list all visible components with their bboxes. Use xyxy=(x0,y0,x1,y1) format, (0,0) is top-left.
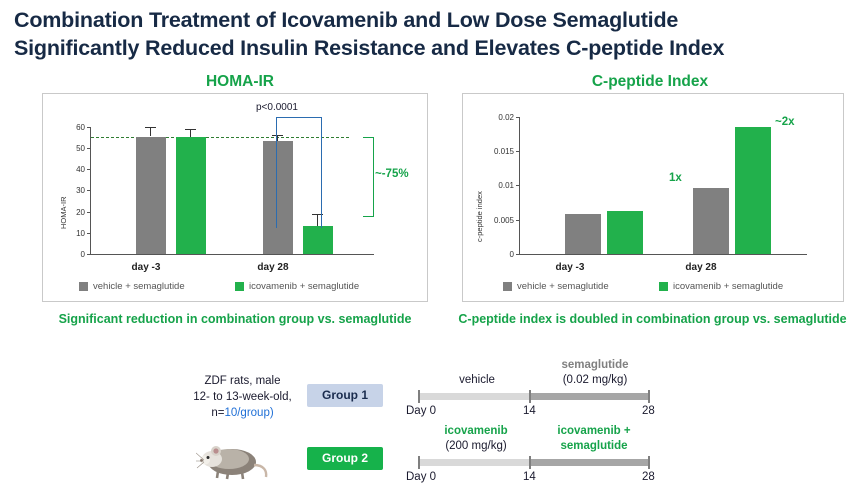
cpep-ytick-0-015: 0.015 xyxy=(493,147,514,156)
title-line-1: Combination Treatment of Icovamenib and Low Dose Semaglutide xyxy=(14,8,679,32)
legend-swatch-grey-icon xyxy=(79,282,88,291)
homa-ir-chart xyxy=(42,93,428,302)
group-1-chip: Group 1 xyxy=(307,384,383,407)
group2-phase2-line1: icovamenib + xyxy=(557,425,631,437)
rat-illustration-icon xyxy=(196,435,270,481)
group1-day-start: Day 0 xyxy=(406,405,437,417)
homa-ytick-50: 50 xyxy=(76,144,85,153)
homa-legend-vehicle xyxy=(79,281,185,292)
cpep-fold-baseline-label: 1x xyxy=(669,172,682,184)
cpep-xlabel-day28: day 28 xyxy=(685,262,717,273)
group2-day-mid: 14 xyxy=(523,471,536,483)
animal-info-line-1: ZDF rats, male xyxy=(204,375,281,387)
legend-swatch-green-icon xyxy=(235,282,244,291)
homa-ytick-20: 20 xyxy=(76,208,85,217)
group1-day-end: 28 xyxy=(642,405,655,417)
group1-phase2-line1: semaglutide xyxy=(561,359,629,371)
homa-ytick-40: 40 xyxy=(76,165,85,174)
page-title xyxy=(14,6,850,62)
cpep-ytick-0-005: 0.005 xyxy=(493,216,514,225)
c-peptide-caption: C-peptide index is doubled in combination group vs. semaglutide xyxy=(458,312,847,326)
animal-info-n-prefix: n= xyxy=(211,407,225,419)
homa-delta-label: ~-75% xyxy=(375,168,409,180)
homa-ir-heading: HOMA-IR xyxy=(205,73,275,90)
homa-bar-icovamenib-day28 xyxy=(303,226,333,255)
cpep-bar-icovamenib-day28 xyxy=(735,127,771,254)
c-peptide-chart xyxy=(462,93,844,302)
group2-tick-day0 xyxy=(418,456,420,469)
cpep-legend-label-icovamenib: icovamenib + semaglutide xyxy=(673,281,784,292)
group2-phase1-label xyxy=(423,424,529,454)
homa-errcap-vehicle-day-3 xyxy=(145,127,156,128)
homa-ir-caption: Significant reduction in combination group vs. semaglutide xyxy=(58,312,412,326)
cpep-legend-label-vehicle: vehicle + semaglutide xyxy=(517,281,609,292)
cpep-bar-icovamenib-day-3 xyxy=(607,211,643,254)
homa-bar-icovamenib-day-3 xyxy=(176,137,206,255)
group2-day-end: 28 xyxy=(642,471,655,483)
cpep-bar-vehicle-day28 xyxy=(693,188,729,254)
animal-info-line-2: 12- to 13-week-old, xyxy=(193,391,292,403)
group2-phase1-line1: icovamenib xyxy=(444,425,508,437)
cpep-legend-vehicle xyxy=(503,281,609,292)
animal-info-n-value: 10/group) xyxy=(224,407,274,419)
cpep-ytick-0-02: 0.02 xyxy=(498,113,514,122)
homa-legend-label-icovamenib: icovamenib + semaglutide xyxy=(249,281,360,292)
homa-err-vehicle-day-3 xyxy=(150,127,151,136)
homa-ytick-0: 0 xyxy=(80,250,85,259)
cpep-bar-vehicle-day-3 xyxy=(565,214,601,254)
homa-y-axis-title: HOMA-IR xyxy=(59,196,68,229)
homa-ytick-30: 30 xyxy=(76,186,85,195)
cpep-xlabel-day-3: day -3 xyxy=(555,262,585,273)
animal-info xyxy=(175,373,310,421)
group1-tick-day28 xyxy=(648,390,650,403)
legend-swatch-green-icon xyxy=(659,282,668,291)
homa-err-icovamenib-day-3 xyxy=(190,129,191,137)
group1-day-mid: 14 xyxy=(523,405,536,417)
homa-x-axis xyxy=(90,254,374,255)
group1-phase1-bar xyxy=(418,393,530,400)
group1-tick-day0 xyxy=(418,390,420,403)
group1-phase2-line2: (0.02 mg/kg) xyxy=(562,374,628,386)
group2-tick-day14 xyxy=(529,456,531,469)
homa-ytick-10: 10 xyxy=(76,229,85,238)
cpep-fold-final-label: ~2x xyxy=(775,116,795,128)
cpep-legend-icovamenib xyxy=(659,281,783,292)
group1-phase2-label xyxy=(540,358,650,388)
group2-day-start: Day 0 xyxy=(406,471,437,483)
cpep-ytick-0-01: 0.01 xyxy=(498,181,514,190)
animal-info-line-3 xyxy=(175,405,310,421)
group2-phase2-line2: semaglutide xyxy=(560,440,628,452)
group-2-chip: Group 2 xyxy=(307,447,383,470)
study-design-diagram xyxy=(0,355,864,495)
homa-xlabel-day28: day 28 xyxy=(257,262,289,273)
group2-tick-day28 xyxy=(648,456,650,469)
group1-tick-day14 xyxy=(529,390,531,403)
cpep-tick-0 xyxy=(516,254,519,255)
title-line-2: Significantly Reduced Insulin Resistance and Elevates C-peptide Index xyxy=(14,36,725,60)
homa-ytick-60: 60 xyxy=(76,123,85,132)
group2-phase1-line2: (200 mg/kg) xyxy=(445,440,507,452)
homa-xlabel-day-3: day -3 xyxy=(131,262,161,273)
group2-phase2-bar xyxy=(530,459,650,466)
homa-tick-0 xyxy=(87,254,90,255)
group1-phase2-bar xyxy=(530,393,650,400)
group2-phase2-label xyxy=(535,424,653,454)
c-peptide-heading: C-peptide Index xyxy=(591,73,709,90)
homa-legend-label-vehicle: vehicle + semaglutide xyxy=(93,281,185,292)
group2-phase1-bar xyxy=(418,459,530,466)
homa-significance-bracket xyxy=(276,117,322,228)
homa-delta-bracket xyxy=(363,137,374,217)
group1-phase1-label: vehicle xyxy=(459,374,495,386)
legend-swatch-grey-icon xyxy=(503,282,512,291)
cpep-ytick-0: 0 xyxy=(509,250,514,259)
homa-bar-vehicle-day-3 xyxy=(136,137,166,255)
cpep-y-axis-title: c-peptide index xyxy=(475,191,484,242)
homa-legend-icovamenib xyxy=(235,281,359,292)
cpep-x-axis xyxy=(519,254,807,255)
homa-errcap-icovamenib-day-3 xyxy=(185,129,196,130)
homa-pvalue-label: p<0.0001 xyxy=(256,102,298,113)
